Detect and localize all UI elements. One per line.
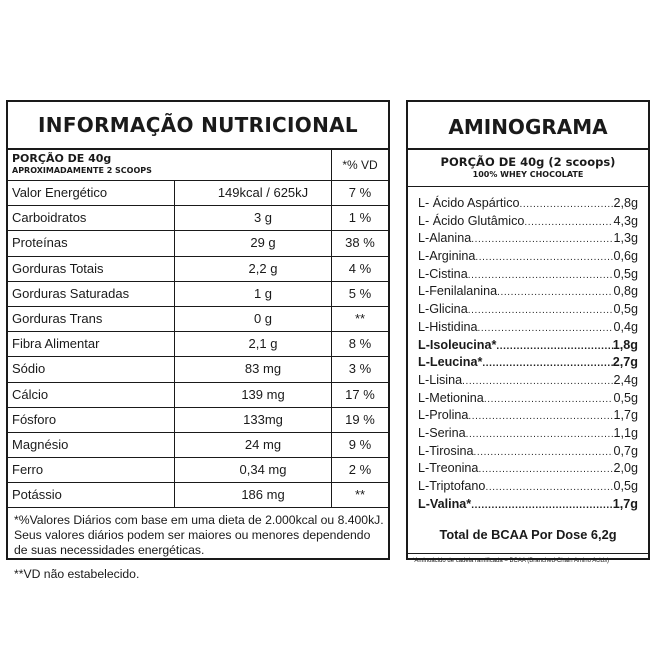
amino-acid-name: L-Arginina	[418, 249, 476, 264]
nutrient-amount: 133mg	[174, 408, 332, 432]
nutrient-name: Potássio	[12, 487, 62, 503]
nutrient-amount: 29 g	[174, 231, 332, 255]
amino-acid-name: L- Ácido Glutâmico	[418, 213, 525, 228]
nutrient-amount: 186 mg	[174, 483, 332, 507]
nutrient-vd: 5 %	[348, 285, 372, 301]
table-row	[8, 181, 388, 206]
list-item	[418, 496, 638, 514]
amino-acid-name: L-Prolina	[418, 408, 469, 423]
aminogram-portion: PORÇÃO DE 40g (2 scoops)	[440, 155, 616, 169]
nutrient-amount: 0,34 mg	[174, 458, 332, 482]
nutrition-facts-panel	[6, 100, 390, 582]
nutrition-header-row	[8, 150, 388, 181]
amino-acid-name: L-Lisina	[418, 372, 463, 387]
list-item	[418, 213, 638, 231]
nutrient-vd: 4 %	[348, 260, 372, 276]
table-row	[8, 231, 388, 256]
list-item	[418, 283, 638, 301]
aminogram-panel	[406, 100, 650, 565]
nutrient-name: Sódio	[12, 361, 46, 377]
amino-acid-name: L-Triptofano	[418, 479, 486, 493]
nutrient-name: Magnésio	[12, 436, 69, 452]
list-item	[418, 460, 638, 478]
amino-acid-name: L- Ácido Aspártico	[418, 196, 520, 210]
amino-acid-value: 1,8g	[612, 337, 638, 352]
aminogram-footnote: *Aminoácido de cadeia ramificada = BCAA (Branched-Chain Amino Acids)	[408, 553, 648, 564]
amino-acid-value: 0,5g	[613, 390, 638, 405]
amino-acid-value: 1,3g	[613, 231, 638, 246]
amino-acid-list	[408, 187, 648, 513]
list-item	[418, 407, 638, 425]
nutrition-title: INFORMAÇÃO NUTRICIONAL	[8, 102, 388, 150]
bcaa-total: Total de BCAA Por Dose 6,2g	[439, 527, 617, 543]
nutrient-vd: 17 %	[345, 386, 375, 402]
amino-acid-name: L-Tirosina	[418, 443, 474, 458]
nutrient-amount: 0 g	[174, 307, 332, 331]
nutrition-rows	[8, 181, 388, 508]
dot-leader	[466, 426, 614, 443]
nutrient-name: Ferro	[12, 462, 44, 478]
amino-acid-name: L-Serina	[418, 425, 466, 440]
dot-leader	[485, 479, 613, 496]
nutrient-name: Carboidratos	[12, 210, 87, 226]
dot-leader	[468, 408, 613, 425]
list-item	[418, 230, 638, 248]
vd-column-header: *% VD	[342, 158, 378, 172]
nutrient-vd: 3 %	[348, 361, 372, 377]
nutrient-amount: 83 mg	[174, 357, 332, 381]
dot-leader	[478, 320, 614, 337]
list-item	[418, 390, 638, 408]
amino-acid-value: 0,5g	[613, 302, 638, 317]
dot-leader	[524, 214, 613, 231]
dot-leader	[496, 338, 612, 355]
dot-leader	[475, 249, 613, 266]
nutrient-name: Gorduras Saturadas	[12, 285, 130, 301]
amino-acid-value: 0,6g	[613, 249, 638, 264]
dot-leader	[484, 391, 614, 408]
dot-leader	[468, 267, 614, 284]
nutrient-name: Gorduras Totais	[12, 260, 104, 276]
table-row	[8, 383, 388, 408]
nutrient-vd: 38 %	[345, 235, 375, 251]
nutrient-amount: 3 g	[174, 206, 332, 230]
table-row	[8, 282, 388, 307]
dot-leader	[471, 497, 613, 514]
nutrient-vd: **	[354, 487, 366, 503]
amino-acid-value: 0,7g	[613, 443, 638, 458]
amino-acid-value: 1,7g	[612, 496, 638, 511]
dot-leader	[482, 355, 612, 372]
footnote-daily-values: *%Valores Diários com base em uma dieta de 2.000kcal ou 8.400kJ. Seus valores diários podem ser maiores ou menores dependendo de suas necessidades energéticas.	[14, 513, 384, 558]
table-row	[8, 483, 388, 507]
list-item	[418, 266, 638, 284]
nutrient-vd: 9 %	[348, 436, 372, 452]
list-item	[418, 354, 638, 372]
amino-acid-name: L-Glicina	[418, 302, 468, 317]
amino-acid-value: 4,3g	[613, 213, 638, 228]
amino-acid-name: L-Treonina	[418, 461, 479, 476]
nutrient-amount: 24 mg	[174, 433, 332, 457]
dot-leader	[468, 302, 614, 319]
nutrient-name: Fósforo	[12, 411, 57, 427]
nutrient-amount: 149kcal / 625kJ	[174, 181, 332, 205]
aminogram-header	[408, 150, 648, 187]
nutrition-footnotes	[8, 508, 388, 582]
amino-acid-value: 2,7g	[612, 355, 638, 370]
dot-leader	[471, 231, 613, 248]
amino-acid-name: L-Metionina	[418, 390, 484, 405]
nutrient-name: Cálcio	[12, 386, 49, 402]
amino-acid-name: L-Alanina	[418, 231, 472, 246]
list-item	[418, 195, 638, 213]
list-item	[418, 478, 638, 496]
amino-acid-value: 0,5g	[613, 266, 638, 281]
nutrient-vd: 2 %	[348, 462, 372, 478]
nutrient-vd: 19 %	[345, 411, 375, 427]
amino-acid-name: L-Fenilalanina	[418, 284, 498, 299]
amino-acid-name: L-Leucina*	[418, 355, 483, 370]
amino-acid-value: 2,4g	[613, 372, 638, 387]
amino-acid-value: 2,8g	[613, 196, 638, 210]
nutrient-vd: 8 %	[348, 336, 372, 352]
nutrient-vd: 7 %	[348, 185, 372, 200]
nutrient-amount: 2,2 g	[174, 257, 332, 281]
table-row	[8, 206, 388, 231]
nutrient-name: Fibra Alimentar	[12, 336, 100, 352]
nutrient-name: Proteínas	[12, 235, 68, 251]
amino-acid-value: 0,4g	[613, 319, 638, 334]
aminogram-title: AMINOGRAMA	[408, 102, 648, 150]
list-item	[418, 248, 638, 266]
aminogram-flavor: 100% WHEY CHOCOLATE	[472, 170, 584, 179]
nutrient-amount: 1 g	[174, 282, 332, 306]
amino-acid-name: L-Valina*	[418, 496, 472, 511]
dot-leader	[497, 284, 613, 301]
nutrient-name: Gorduras Trans	[12, 310, 103, 326]
amino-acid-name: L-Isoleucina*	[418, 337, 497, 352]
nutrient-amount: 2,1 g	[174, 332, 332, 356]
table-row	[8, 257, 388, 282]
amino-acid-name: L-Cistina	[418, 266, 468, 281]
nutrient-amount: 139 mg	[174, 383, 332, 407]
portion-sub-label: APROXIMADAMENTE 2 SCOOPS	[12, 166, 152, 175]
amino-acid-name: L-Histidina	[418, 319, 478, 334]
list-item	[418, 337, 638, 355]
amino-acid-value: 0,8g	[613, 284, 638, 299]
dot-leader	[478, 461, 613, 478]
nutrient-vd: 1 %	[348, 210, 372, 226]
amino-acid-value: 2,0g	[613, 461, 638, 476]
table-row	[8, 357, 388, 382]
list-item	[418, 443, 638, 461]
table-row	[8, 307, 388, 332]
list-item	[418, 372, 638, 390]
list-item	[418, 301, 638, 319]
table-row	[8, 408, 388, 433]
table-row	[8, 332, 388, 357]
amino-acid-value: 1,1g	[613, 425, 638, 440]
list-item	[418, 319, 638, 337]
nutrient-vd: **	[354, 310, 366, 326]
table-row	[8, 433, 388, 458]
table-row	[8, 458, 388, 483]
amino-acid-value: 1,7g	[613, 408, 638, 423]
dot-leader	[462, 373, 613, 390]
footnote-vd-not-established: **VD não estabelecido.	[14, 567, 140, 582]
portion-label: PORÇÃO DE 40g	[12, 152, 112, 165]
list-item	[418, 425, 638, 443]
nutrient-name: Valor Energético	[12, 185, 108, 200]
dot-leader	[474, 444, 614, 461]
dot-leader	[520, 196, 614, 213]
amino-acid-value: 0,5g	[613, 479, 638, 493]
